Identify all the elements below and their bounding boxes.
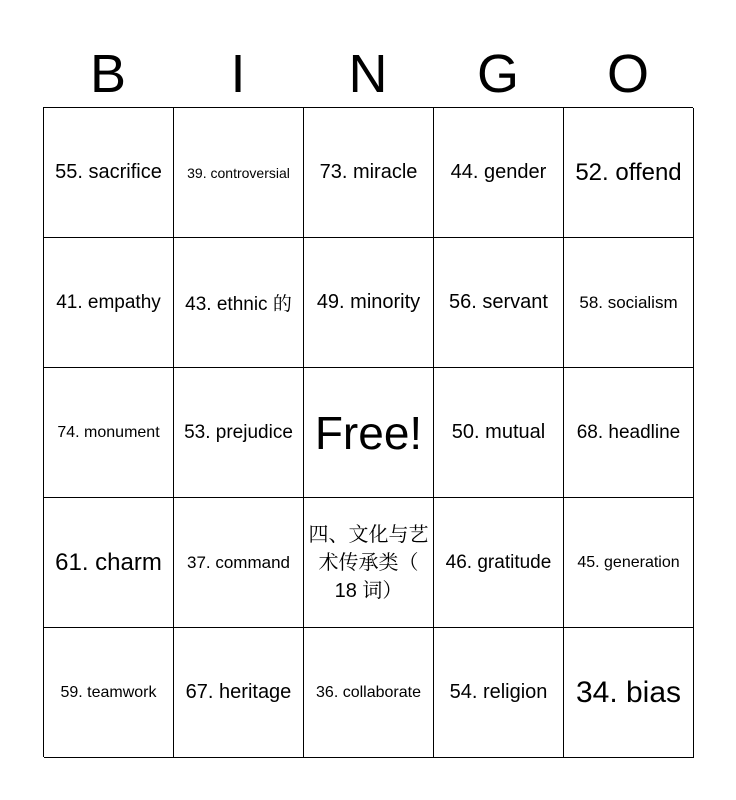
- bingo-cell-r3-c2[interactable]: 53. prejudice: [174, 368, 304, 498]
- bingo-cell-r4-c1[interactable]: 61. charm: [44, 498, 174, 628]
- free-space-cell[interactable]: Free!: [304, 368, 434, 498]
- header-letter-g: G: [476, 44, 519, 104]
- bingo-cell-r2-c1[interactable]: 41. empathy: [44, 238, 174, 368]
- bingo-cell-r1-c1[interactable]: 55. sacrifice: [44, 108, 174, 238]
- bingo-cell-r1-c5[interactable]: 52. offend: [564, 108, 694, 238]
- header-letter-i: I: [230, 44, 246, 104]
- bingo-cell-r2-c3[interactable]: 49. minority: [304, 238, 434, 368]
- bingo-grid: [43, 107, 693, 757]
- bingo-cell-r5-c4[interactable]: 54. religion: [434, 628, 564, 758]
- bingo-cell-r2-c4[interactable]: 56. servant: [434, 238, 564, 368]
- bingo-cell-r1-c4[interactable]: 44. gender: [434, 108, 564, 238]
- bingo-cell-r4-c4[interactable]: 46. gratitude: [434, 498, 564, 628]
- bingo-cell-r4-c3[interactable]: 四、文化与艺术传承类（ 18 词）: [304, 498, 434, 628]
- bingo-cell-r5-c5[interactable]: 34. bias: [564, 628, 694, 758]
- header-letter-o: O: [606, 44, 649, 104]
- bingo-cell-r5-c1[interactable]: 59. teamwork: [44, 628, 174, 758]
- bingo-cell-r5-c3[interactable]: 36. collaborate: [304, 628, 434, 758]
- bingo-cell-r2-c2[interactable]: 43. ethnic 的: [174, 238, 304, 368]
- bingo-cell-r3-c1[interactable]: 74. monument: [44, 368, 174, 498]
- bingo-cell-r4-c2[interactable]: 37. command: [174, 498, 304, 628]
- header-letter-b: B: [89, 44, 127, 104]
- bingo-cell-r3-c5[interactable]: 68. headline: [564, 368, 694, 498]
- bingo-header: [43, 40, 693, 108]
- bingo-cell-r1-c2[interactable]: 39. controversial: [174, 108, 304, 238]
- bingo-cell-r4-c5[interactable]: 45. generation: [564, 498, 694, 628]
- bingo-cell-r5-c2[interactable]: 67. heritage: [174, 628, 304, 758]
- bingo-cell-r1-c3[interactable]: 73. miracle: [304, 108, 434, 238]
- bingo-cell-r3-c4[interactable]: 50. mutual: [434, 368, 564, 498]
- header-letter-n: N: [348, 44, 388, 104]
- bingo-cell-r2-c5[interactable]: 58. socialism: [564, 238, 694, 368]
